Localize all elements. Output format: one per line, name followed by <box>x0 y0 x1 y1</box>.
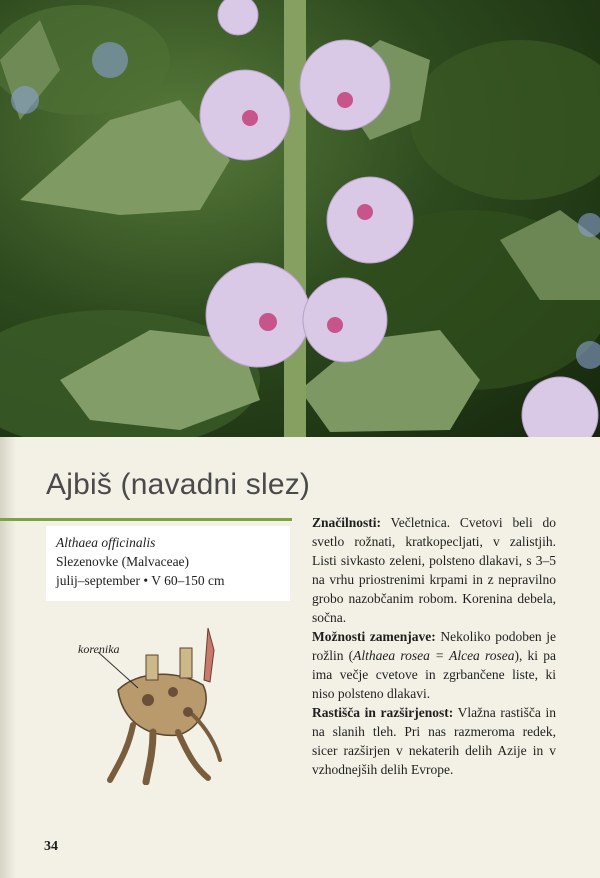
species-info-box <box>46 526 290 601</box>
confusion-italic: Althaea rosea = Alcea rosea <box>353 648 515 663</box>
latin-name: Althaea officinalis <box>56 535 156 550</box>
page-margin-shade <box>0 437 16 878</box>
features-paragraph <box>312 513 556 627</box>
flowering-and-height: julij–september • V 60–150 cm <box>56 573 225 588</box>
confusion-text-a: Nekoliko podoben je rožlin ( <box>312 629 556 663</box>
title-underline <box>0 518 292 521</box>
page-title: Ajbiš (navadni slez) <box>46 468 311 501</box>
plant-family: Slezenovke (Malvaceae) <box>56 554 190 569</box>
rhizome-label: korenika <box>78 642 120 656</box>
habitat-paragraph <box>312 703 556 779</box>
confusion-heading: Možnosti zamenjave: <box>312 629 436 644</box>
confusion-paragraph <box>312 627 556 703</box>
plant-photo <box>0 0 600 437</box>
habitat-heading: Rastišča in razširjenost: <box>312 705 454 720</box>
page-number: 34 <box>44 839 58 854</box>
confusion-text-b: ), ki pa ima večje cvetove in zgrbančene liste, ki niso polsteno dlakavi. <box>312 648 556 701</box>
features-heading: Značilnosti: <box>312 515 382 530</box>
habitat-text: Vlažna rastišča in na slanih tleh. Pri nas razmeroma redek, sicer razširjen v nekaterih delih Azije in v vzhodnejših delih Evrope. <box>312 705 556 777</box>
features-text: Večletnica. Cvetovi beli do svetlo rožnati, kratkopecljati, v zalistjih. Listi sivkasto zeleni, polsteno dlakavi, s 3–5 na vrhu priostrenimi krpami in z nepravilno grobo nazobčanim robom. Korenina debela, sočna. <box>312 515 556 625</box>
description-text <box>312 513 556 779</box>
